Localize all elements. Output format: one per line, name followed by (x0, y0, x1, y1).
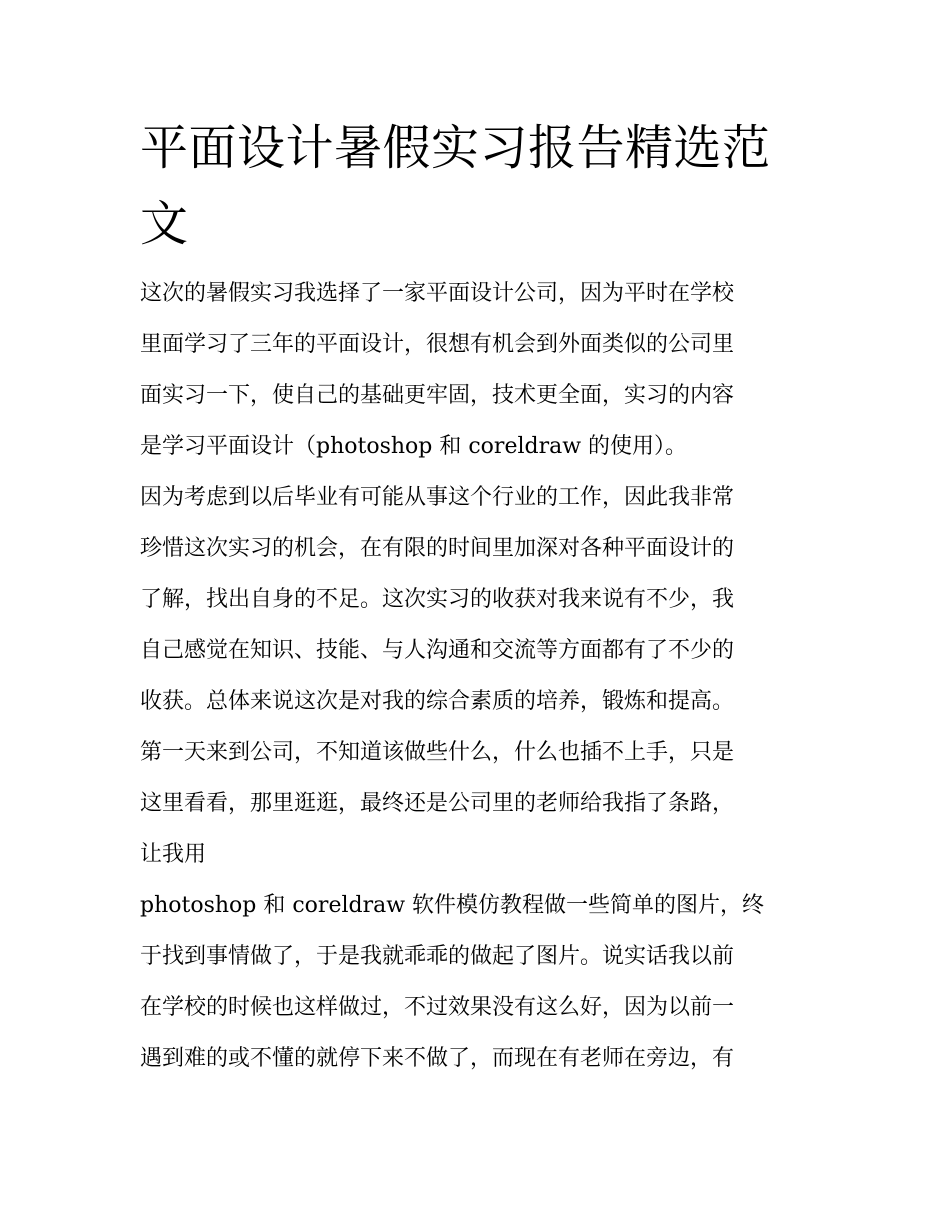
text-line: 这里看看，那里逛逛，最终还是公司里的老师给我指了条路， (140, 791, 735, 816)
title-line: 平面设计暑假实习报告精选范 (140, 120, 771, 176)
text-line: 珍惜这次实习的机会，在有限的时间里加深对各种平面设计的 (140, 536, 735, 561)
document-body (140, 268, 820, 1084)
text-line: 因为考虑到以后毕业有可能从事这个行业的工作，因此我非常 (140, 485, 735, 510)
paragraph (140, 880, 820, 1084)
paragraph (140, 268, 820, 472)
paragraph (140, 472, 820, 727)
text-line: 是学习平面设计（photoshop 和 coreldraw 的使用）。 (140, 434, 688, 459)
text-line: 了解，找出自身的不足。这次实习的收获对我来说有不少，我 (140, 587, 735, 612)
text-line: 面实习一下，使自己的基础更牢固，技术更全面，实习的内容 (140, 383, 735, 408)
document-page (140, 110, 820, 1084)
text-line: photoshop 和 coreldraw 软件模仿教程做一些简单的图片，终 (140, 893, 765, 918)
text-line: 自己感觉在知识、技能、与人沟通和交流等方面都有了不少的 (140, 638, 735, 663)
text-line: 于找到事情做了，于是我就乖乖的做起了图片。说实话我以前 (140, 944, 735, 969)
text-line: 在学校的时候也这样做过，不过效果没有这么好，因为以前一 (140, 995, 735, 1020)
text-line: 遇到难的或不懂的就停下来不做了，而现在有老师在旁边，有 (140, 1046, 735, 1071)
text-line: 这次的暑假实习我选择了一家平面设计公司，因为平时在学校 (140, 281, 735, 306)
text-line: 里面学习了三年的平面设计，很想有机会到外面类似的公司里 (140, 332, 735, 357)
title-line: 文 (140, 196, 189, 252)
paragraph (140, 727, 820, 880)
text-line: 第一天来到公司，不知道该做些什么，什么也插不上手，只是 (140, 740, 735, 765)
document-title (140, 110, 820, 262)
text-line: 让我用 (140, 842, 207, 867)
text-line: 收获。总体来说这次是对我的综合素质的培养，锻炼和提高。 (140, 689, 735, 714)
